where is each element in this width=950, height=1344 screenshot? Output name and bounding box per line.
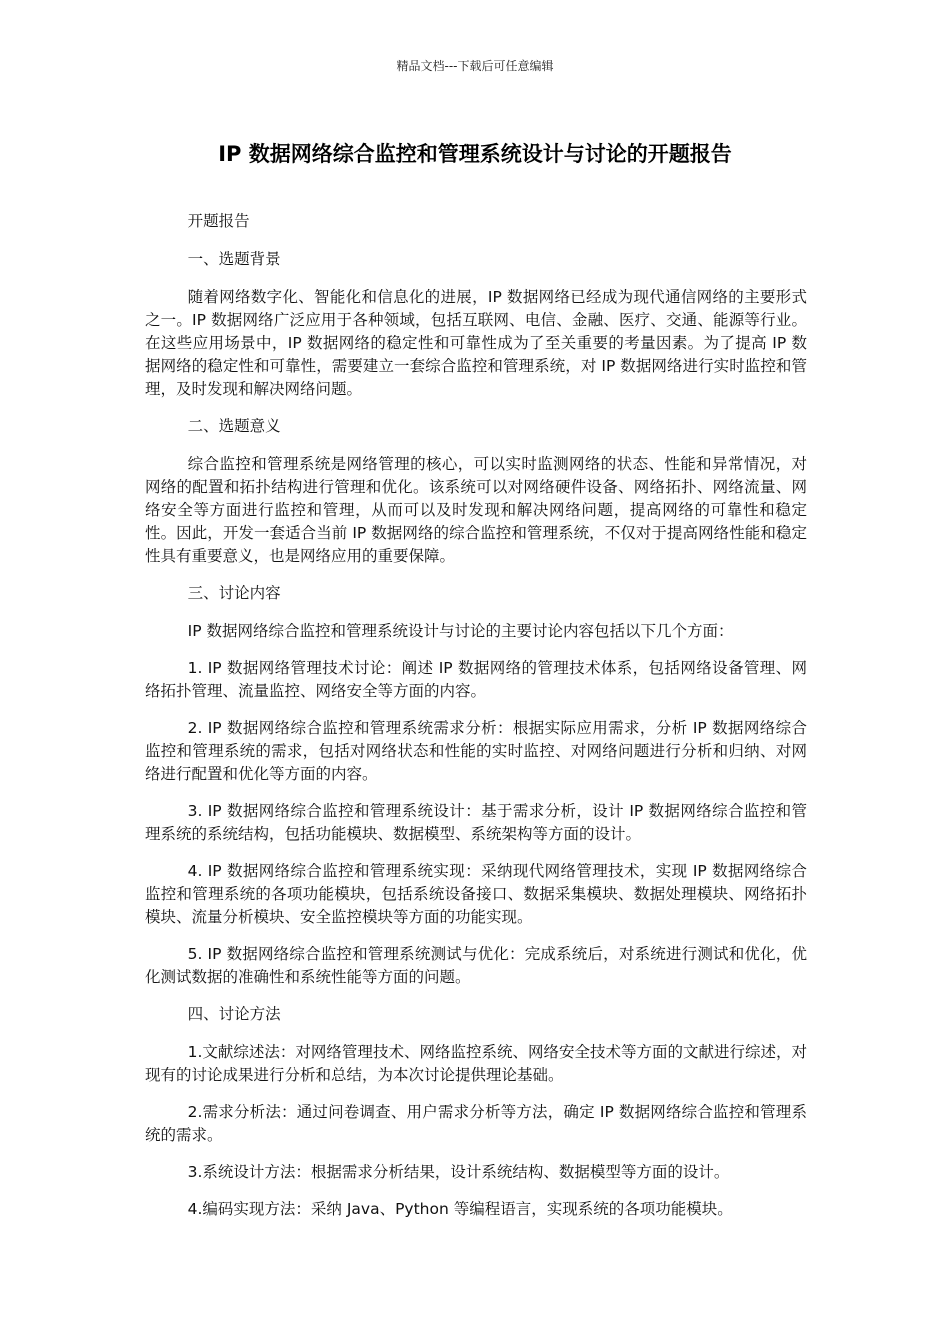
method-item-2: 2.需求分析法：通过问卷调查、用户需求分析等方法，确定 IP 数据网络综合监控和管理系统的需求。 (145, 1103, 807, 1144)
content-item-3: 3. IP 数据网络综合监控和管理系统设计：基于需求分析，设计 IP 数据网络综合监控和管理系统的系统结构，包括功能模块、数据模型、系统架构等方面的设计。 (145, 802, 807, 843)
method-item-1: 1.文献综述法：对网络管理技术、网络监控系统、网络安全技术等方面的文献进行综述，对现有的讨论成果进行分析和总结，为本次讨论提供理论基础。 (145, 1043, 807, 1084)
paragraph-background: 随着网络数字化、智能化和信息化的进展，IP 数据网络已经成为现代通信网络的主要形式之一。IP 数据网络广泛应用于各种领域，包括互联网、电信、金融、医疗、交通、能源等行业。在这些应用场景中，IP 数据网络的稳定性和可靠性成为了至关重要的考量因素。为了提高 IP 数据网络的稳定性和可靠性，需要建立一套综合监控和管理系统，对 IP 数据网络进行实时监控和管理，及时发现和解决网络问题。 (145, 288, 807, 398)
page-header: 精品文档---下载后可任意编辑 (396, 59, 554, 73)
content-item-4: 4. IP 数据网络综合监控和管理系统实现：采纳现代网络管理技术，实现 IP 数据网络综合监控和管理系统的各项功能模块，包括系统设备接口、数据采集模块、数据处理模块、网络拓扑模块、流量分析模块、安全监控模块等方面的功能实现。 (145, 862, 807, 926)
paragraph-significance: 综合监控和管理系统是网络管理的核心，可以实时监测网络的状态、性能和异常情况，对网络的配置和拓扑结构进行管理和优化。该系统可以对网络硬件设备、网络拓扑、网络流量、网络安全等方面进行监控和管理，从而可以及时发现和解决网络问题，提高网络的可靠性和稳定性。因此，开发一套适合当前 IP 数据网络的综合监控和管理系统，不仅对于提高网络性能和稳定性具有重要意义，也是网络应用的重要保障。 (145, 455, 807, 565)
method-item-4: 4.编码实现方法：采纳 Java、Python 等编程语言，实现系统的各项功能模块。 (187, 1200, 733, 1218)
heading-significance: 二、选题意义 (187, 417, 281, 435)
heading-methods: 四、讨论方法 (187, 1005, 281, 1023)
document-title: IP 数据网络综合监控和管理系统设计与讨论的开题报告 (218, 142, 732, 166)
heading-background: 一、选题背景 (187, 250, 281, 268)
paragraph-content-intro: IP 数据网络综合监控和管理系统设计与讨论的主要讨论内容包括以下几个方面： (187, 622, 734, 640)
heading-content: 三、讨论内容 (187, 584, 281, 602)
method-item-3: 3.系统设计方法：根据需求分析结果，设计系统结构、数据模型等方面的设计。 (187, 1163, 730, 1181)
content-item-2: 2. IP 数据网络综合监控和管理系统需求分析：根据实际应用需求，分析 IP 数据网络综合监控和管理系统的需求，包括对网络状态和性能的实时监控、对网络问题进行分析和归纳、对网络进行配置和优化等方面的内容。 (145, 719, 807, 783)
content-item-1: 1. IP 数据网络管理技术讨论：阐述 IP 数据网络的管理技术体系，包括网络设备管理、网络拓扑管理、流量监控、网络安全等方面的内容。 (145, 659, 807, 700)
document-body (145, 210, 807, 1235)
section-label-report: 开题报告 (187, 212, 250, 230)
content-item-5: 5. IP 数据网络综合监控和管理系统测试与优化：完成系统后，对系统进行测试和优化，优化测试数据的准确性和系统性能等方面的问题。 (145, 945, 807, 986)
